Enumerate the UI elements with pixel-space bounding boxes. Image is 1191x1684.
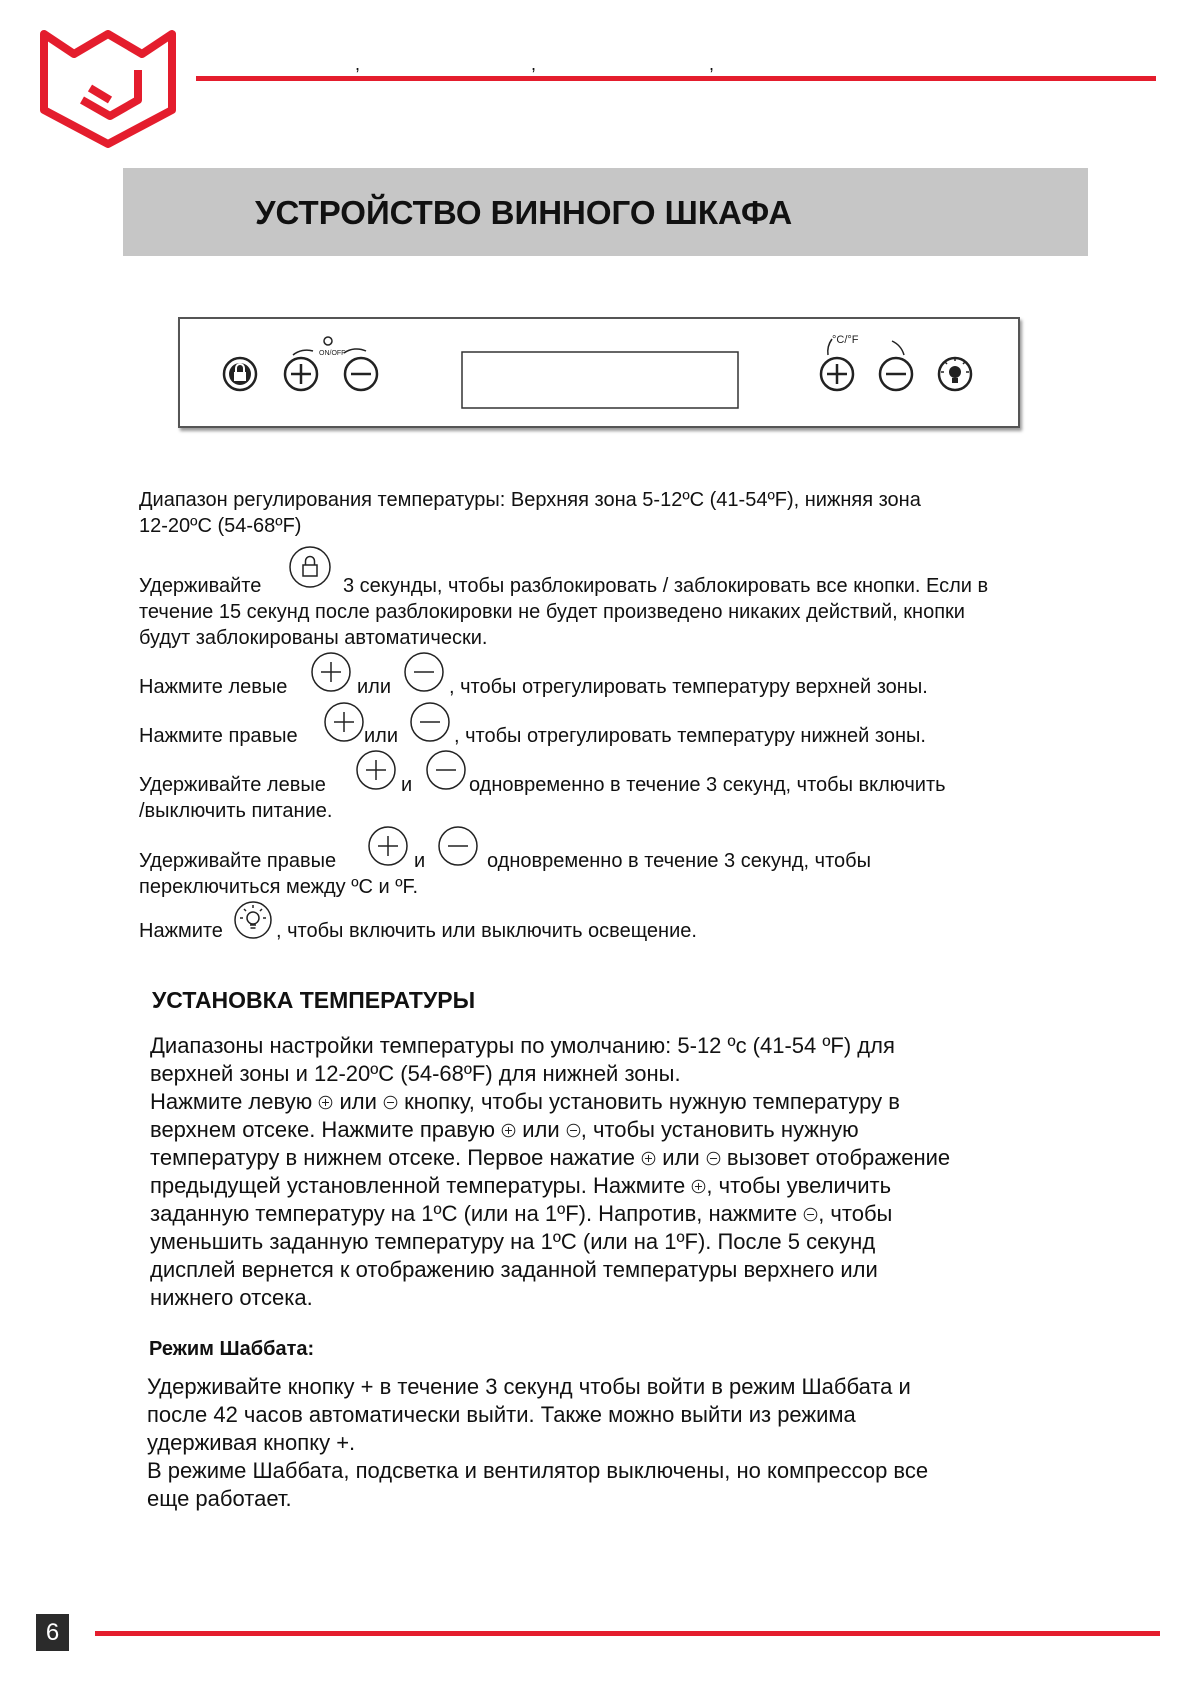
lock-text: Удерживайте [139,575,262,597]
unit-text: одновременно в течение 3 секунд, чтобы [487,850,871,872]
header-comma: , [355,54,361,74]
range-text: Диапазон регулирования температуры: Верхняя зона 5-12ºС (41-54ºF), нижняя зона [139,489,921,511]
minus-icon [566,1123,581,1138]
unit-text: Удерживайте правые [139,850,337,872]
plus-icon [501,1123,516,1138]
right-plus-button-icon [821,339,853,390]
settemp-text: верхнем отсеке. Нажмите правую или , чтобы установить нужную [150,1117,859,1142]
right-buttons-text: или [364,725,399,747]
page-number: 6 [36,1614,69,1651]
right-buttons-text: Нажмите правые [139,725,298,747]
footer-rule [95,1631,1160,1636]
lock-text: течение 15 секунд после разблокировки не будет произведено никаких действий, кнопки [139,601,965,623]
right-minus-button-icon [880,341,912,390]
unit-text: и [414,850,426,872]
unit-text: переключиться между ºС и ºF. [139,876,419,898]
plus-icon [641,1151,656,1166]
light-text: , чтобы включить или выключить освещение. [276,920,697,942]
left-buttons-text: или [357,676,392,698]
minus-icon [425,749,467,791]
brand-logo-icon [40,30,176,148]
power-text: /выключить питание. [139,800,333,822]
lock-button-icon [224,358,256,390]
settemp-text: Нажмите левую или кнопку, чтобы установить нужную температуру в [150,1089,900,1114]
sabbath-text: В режиме Шаббата, подсветка и вентилятор выключены, но компрессор все [147,1458,929,1483]
minus-icon [803,1207,818,1222]
sabbath-text: удерживая кнопку +. [147,1430,356,1455]
power-text: и [401,774,413,796]
power-text: одновременно в течение 3 секунд, чтобы включить [469,774,946,796]
lock-icon [288,545,332,589]
power-text: Удерживайте левые [139,774,326,796]
settemp-heading: УСТАНОВКА ТЕМПЕРАТУРЫ [152,987,476,1013]
settemp-text: предыдущей установленной температуры. Нажмите , чтобы увеличить [150,1173,892,1198]
unit-label: °C/°F [832,334,859,346]
minus-icon [383,1095,398,1110]
settemp-text: уменьшить заданную температуру на 1ºС (или на 1ºF). После 5 секунд [150,1229,876,1254]
sabbath-text: еще работает. [147,1486,292,1511]
lock-text: будут заблокированы автоматически. [139,627,488,649]
control-panel-diagram [178,317,1020,428]
left-buttons-text: Нажмите левые [139,676,288,698]
range-text: 12-20ºС (54-68ºF) [139,515,302,537]
minus-icon [437,825,479,867]
header-comma: , [709,54,715,74]
sabbath-text: Удерживайте кнопку + в течение 3 секунд чтобы войти в режим Шаббата и [147,1374,911,1399]
settemp-text: дисплей вернется к отображению заданной температуры верхнего или [150,1257,878,1282]
plus-icon [691,1179,706,1194]
settemp-text: температуру в нижнем отсеке. Первое нажатие или вызовет отображение [150,1145,951,1170]
light-icon [233,900,273,940]
right-buttons-text: , чтобы отрегулировать температуру нижней зоны. [454,725,926,747]
light-button-icon [939,358,971,390]
onoff-label: ON/OFF [319,350,346,357]
left-plus-button-icon [285,350,317,390]
sabbath-text: после 42 часов автоматически выйти. Также можно выйти из режима [147,1402,856,1427]
power-icon [324,337,332,345]
header-rule [196,76,1156,81]
header-comma: , [531,54,537,74]
plus-icon [355,749,397,791]
plus-icon [323,701,365,743]
minus-icon [706,1151,721,1166]
display-window [462,352,738,408]
settemp-text: Диапазоны настройки температуры по умолчанию: 5-12 ºс (41-54 ºF) для [150,1033,895,1058]
settemp-text: заданную температуру на 1ºС (или на 1ºF). Напротив, нажмите , чтобы [150,1201,893,1226]
settemp-text: нижнего отсека. [150,1285,313,1310]
left-buttons-text: , чтобы отрегулировать температуру верхней зоны. [449,676,928,698]
plus-icon [310,651,352,693]
lock-text: 3 секунды, чтобы разблокировать / заблокировать все кнопки. Если в [343,575,989,597]
plus-icon [367,825,409,867]
page-title: УСТРОЙСТВО ВИННОГО ШКАФА [255,194,793,231]
left-minus-button-icon [344,349,377,390]
settemp-text: верхней зоны и 12-20ºС (54-68ºF) для нижней зоны. [150,1061,681,1086]
sabbath-heading: Режим Шаббата: [149,1338,315,1360]
minus-icon [403,651,445,693]
plus-icon [318,1095,333,1110]
light-text: Нажмите [139,920,223,942]
minus-icon [409,701,451,743]
